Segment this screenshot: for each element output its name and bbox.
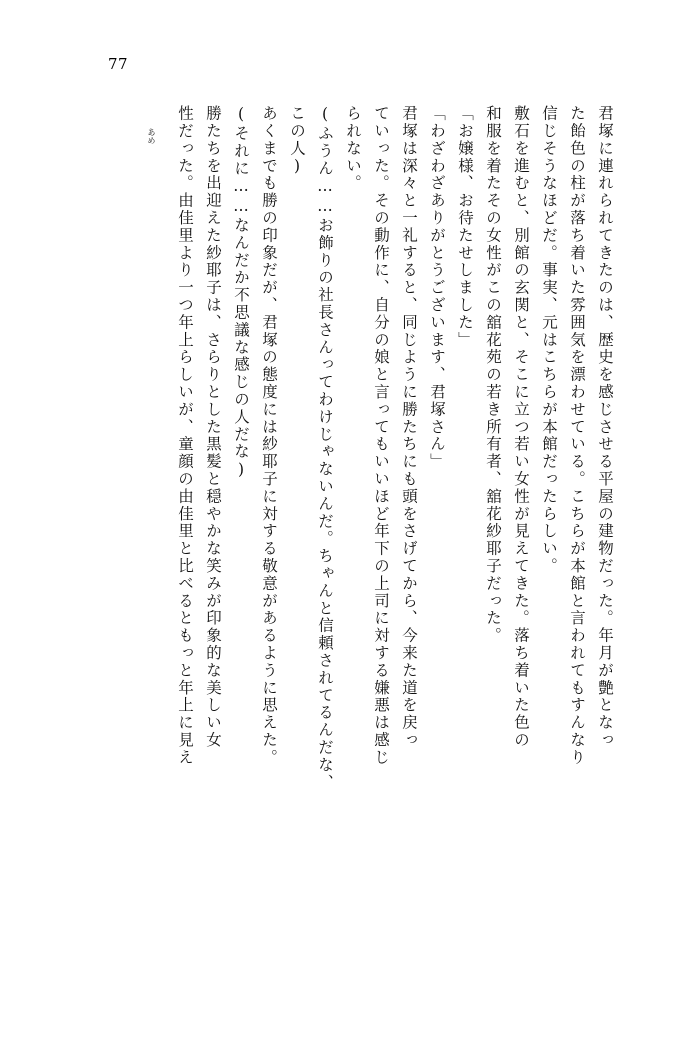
- text-column: 君塚に連れられてきたのは、歴史を感じさせる平屋の建物だった。年月が艶となっ: [596, 105, 614, 749]
- text-column: た飴色の柱が落ち着いた雰囲気を漂わせている。こちらが本館と言われてもすんなり: [568, 105, 586, 767]
- vertical-text-body: [164, 105, 612, 960]
- text-column: 「お嬢様、お待たせしました」: [456, 105, 474, 349]
- text-column: 勝たちを出迎えた紗耶子は、さらりとした黒髪と穏やかな笑みが印象的な美しい女: [204, 105, 222, 749]
- text-column: 性だった。由佳里より一つ年上らしいが、童顔の由佳里と比べるともっと年上に見え: [176, 105, 194, 767]
- text-column: この人): [288, 105, 306, 178]
- text-column: 敷石を進むと、別館の玄関と、そこに立つ若い女性が見えてきた。落ち着いた色の: [512, 105, 530, 749]
- text-column: (それに……なんだか不思議な感じの人だな): [232, 105, 250, 481]
- text-column: られない。: [344, 105, 362, 192]
- ruby-furigana: あめ: [147, 128, 156, 145]
- text-column: 信じそうなほどだ。事実、元はこちらが本館だったらしい。: [540, 105, 558, 575]
- page-number: 77: [108, 55, 129, 73]
- text-column: ていった。その動作に、自分の娘と言ってもいいほど年下の上司に対する嫌悪は感じ: [372, 105, 390, 767]
- text-column: あくまでも勝の印象だが、君塚の態度には紗耶子に対する敬意があるように思えた。: [260, 105, 278, 767]
- text-column: 和服を着たその女性がこの舘花苑の若き所有者、舘花紗耶子だった。: [484, 105, 502, 645]
- text-column: 「わざわざありがとうございます、君塚さん」: [428, 105, 446, 471]
- text-column: 君塚は深々と一礼すると、同じように勝たちにも頭をさげてから、今来た道を戻っ: [400, 105, 418, 749]
- text-column: (ふうん……お飾りの社長さんってわけじゃないんだ。ちゃんと信頼されてるんだな、: [316, 105, 334, 792]
